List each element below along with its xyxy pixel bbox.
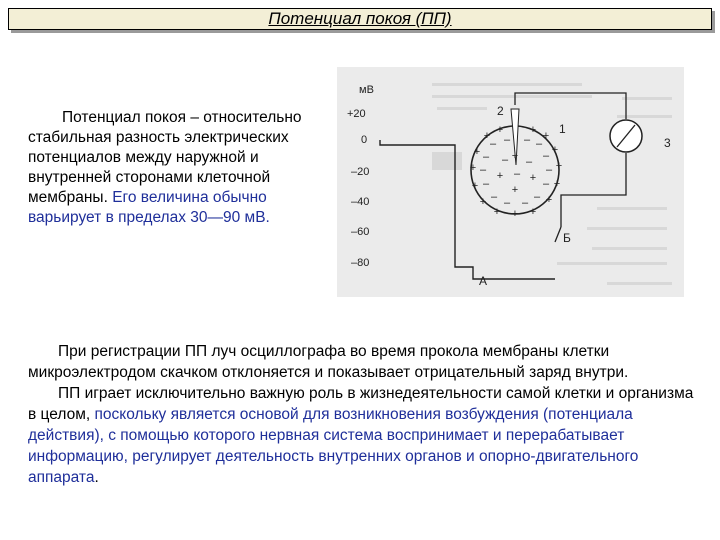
intro-definition: Потенциал покоя – относительно стабильная разность электрических потенциалов между наружной и внутренней сторонами клеточной мембраны. <box>28 109 302 206</box>
body-text <box>28 341 700 488</box>
slide-title-text: Потенциал покоя (ПП) <box>268 9 452 28</box>
resting-potential-diagram <box>337 67 684 297</box>
paragraph-registration <box>28 341 700 383</box>
svg-text:+: + <box>511 150 519 162</box>
label-a: А <box>479 274 488 288</box>
svg-text:+: + <box>469 162 477 174</box>
axis-unit: мВ <box>359 84 374 96</box>
svg-text:+: + <box>496 170 504 182</box>
svg-text:–: – <box>542 178 550 190</box>
svg-text:–: – <box>482 178 490 190</box>
svg-text:+: + <box>529 206 537 218</box>
svg-text:–: – <box>523 134 531 146</box>
tick-plus20: +20 <box>347 108 366 120</box>
svg-text:+: + <box>529 172 537 184</box>
label-1: 1 <box>559 122 566 136</box>
svg-text:–: – <box>490 191 498 203</box>
paragraph-importance <box>28 383 700 488</box>
slide-title <box>8 8 712 30</box>
svg-text:–: – <box>513 168 521 180</box>
svg-text:+: + <box>542 130 550 142</box>
svg-text:–: – <box>533 191 541 203</box>
svg-text:–: – <box>489 138 497 150</box>
svg-text:+: + <box>479 196 487 208</box>
tick-minus40: –40 <box>351 196 370 208</box>
paragraph-importance-lead: ПП играет исключительно важную роль в жизнедеятельности самой клетки и организма в целом, <box>28 385 694 423</box>
svg-text:–: – <box>542 150 550 162</box>
svg-text:+: + <box>493 206 501 218</box>
paragraph-importance-highlight: поскольку является основой для возникновения возбуждения (потенциала действия), с помощью которого нервная система воспринимает и перерабатывает информацию, регулирует деятельность внутренних органов и опорно-двигательного аппарата <box>28 406 639 486</box>
intro-range-note: Его величина обычно варьирует в пределах 30—90 мВ. <box>28 189 270 226</box>
svg-text:+: + <box>553 178 561 190</box>
svg-text:–: – <box>521 197 529 209</box>
label-3: 3 <box>664 136 671 150</box>
intro-paragraph <box>28 108 328 228</box>
svg-text:–: – <box>525 156 533 168</box>
svg-text:–: – <box>479 164 487 176</box>
tick-minus60: –60 <box>351 226 370 238</box>
label-2: 2 <box>497 104 504 118</box>
tick-minus20: –20 <box>351 166 370 178</box>
svg-text:+: + <box>471 180 479 192</box>
paragraph-importance-tail: . <box>94 469 99 486</box>
svg-text:–: – <box>503 197 511 209</box>
svg-text:+: + <box>511 208 519 220</box>
svg-text:–: – <box>482 151 490 163</box>
svg-text:+: + <box>545 194 553 206</box>
svg-text:+: + <box>473 146 481 158</box>
svg-text:+: + <box>483 130 491 142</box>
svg-text:–: – <box>501 154 509 166</box>
paragraph-registration-text: При регистрации ПП луч осциллографа во время прокола мембраны клетки микроэлектродом скачком отклоняется и показывает отрицательный заряд внутри. <box>28 343 629 381</box>
tick-minus80: –80 <box>351 257 370 269</box>
label-b: Б <box>563 231 571 245</box>
svg-text:+: + <box>555 160 563 172</box>
svg-text:+: + <box>496 124 504 136</box>
svg-text:–: – <box>503 134 511 146</box>
svg-text:+: + <box>551 144 559 156</box>
svg-text:+: + <box>511 184 519 196</box>
svg-text:–: – <box>535 138 543 150</box>
svg-text:–: – <box>545 164 553 176</box>
tick-0: 0 <box>361 134 368 146</box>
svg-text:+: + <box>529 124 537 136</box>
